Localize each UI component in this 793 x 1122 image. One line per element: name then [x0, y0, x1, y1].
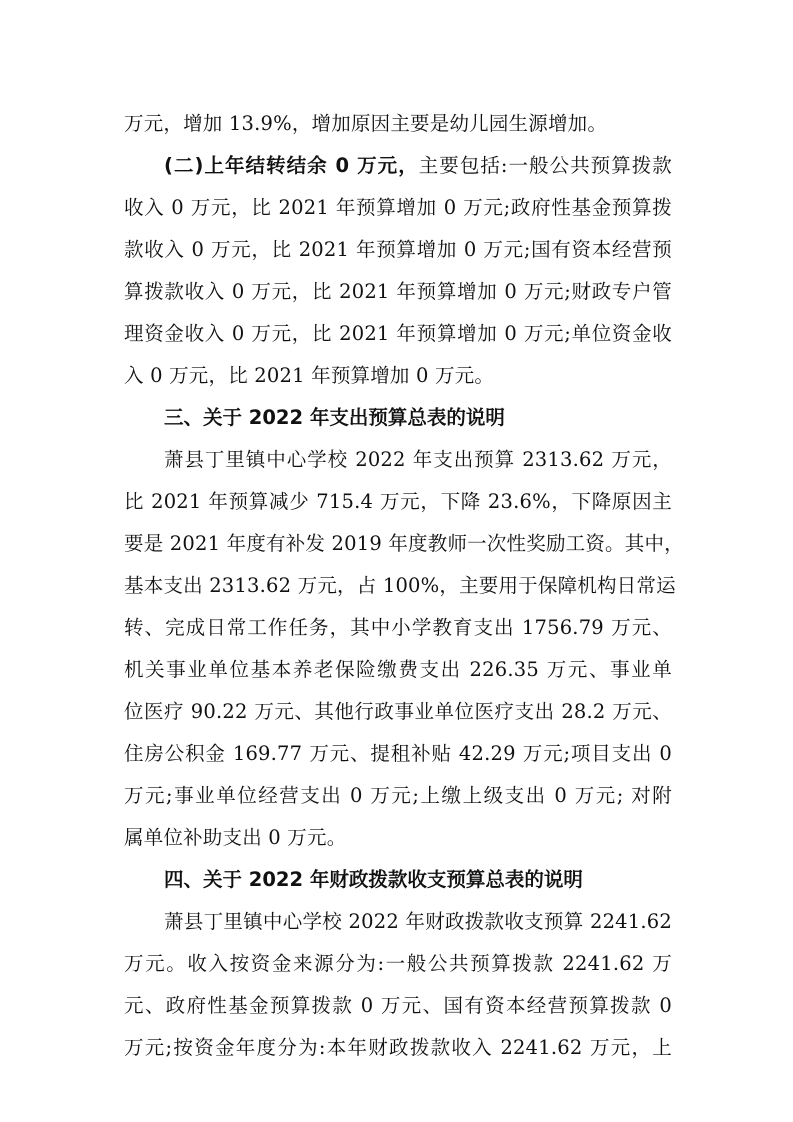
paragraph-line: 基本支出 2313.62 万元，占 100%，主要用于保障机构日常运 [124, 574, 676, 597]
paragraph-line: 款收入 0 万元，比 2021 年预算增加 0 万元;国有资本经营预 [124, 238, 672, 261]
paragraph-line: 机关事业单位基本养老保险缴费支出 226.35 万元、事业单 [124, 658, 672, 681]
paragraph-line: 要是 2021 年度有补发 2019 年度教师一次性奖励工资。其中， [124, 532, 684, 555]
paragraph-line [164, 151, 672, 181]
paragraph-line: 萧县丁里镇中心学校 2022 年支出预算 2313.62 万元， [164, 448, 672, 471]
subheading-carryover: (二)上年结转结余 0 万元， [164, 154, 419, 177]
paragraph-line: 入 0 万元，比 2021 年预算增加 0 万元。 [124, 364, 495, 387]
paragraph-line: 住房公积金 169.77 万元、提租补贴 42.29 万元;项目支出 0 [124, 742, 672, 765]
paragraph-line: 算拨款收入 0 万元，比 2021 年预算增加 0 万元;财政专户管 [124, 280, 672, 303]
paragraph-line: 萧县丁里镇中心学校 2022 年财政拨款收支预算 2241.62 [164, 910, 672, 933]
paragraph-line: 转、完成日常工作任务，其中小学教育支出 1756.79 万元、 [124, 616, 672, 639]
paragraph-line: 万元。收入按资金来源分为:一般公共预算拨款 2241.62 万 [124, 952, 672, 975]
paragraph-line: 收入 0 万元，比 2021 年预算增加 0 万元;政府性基金预算拨 [124, 196, 672, 219]
section-heading-fiscal-appropriation: 四、关于 2022 年财政拨款收支预算总表的说明 [164, 868, 583, 891]
section-heading-expenditure: 三、关于 2022 年支出预算总表的说明 [164, 406, 505, 429]
paragraph-line: 位医疗 90.22 万元、其他行政事业单位医疗支出 28.2 万元、 [124, 700, 672, 723]
paragraph-line: 属单位补助支出 0 万元。 [124, 826, 347, 849]
paragraph-line: 万元;按资金年度分为:本年财政拨款收入 2241.62 万元，上 [124, 1036, 672, 1059]
paragraph-line: 理资金收入 0 万元，比 2021 年预算增加 0 万元;单位资金收 [124, 322, 672, 345]
paragraph-line: 万元;事业单位经营支出 0 万元;上缴上级支出 0 万元; 对附 [124, 784, 672, 807]
paragraph-text: 主要包括:一般公共预算拨款 [418, 154, 672, 177]
paragraph-line: 万元，增加 13.9%，增加原因主要是幼儿园生源增加。 [124, 112, 608, 135]
paragraph-line: 元、政府性基金预算拨款 0 万元、国有资本经营预算拨款 0 [124, 994, 672, 1017]
paragraph-line: 比 2021 年预算减少 715.4 万元，下降 23.6%，下降原因主 [124, 490, 672, 513]
